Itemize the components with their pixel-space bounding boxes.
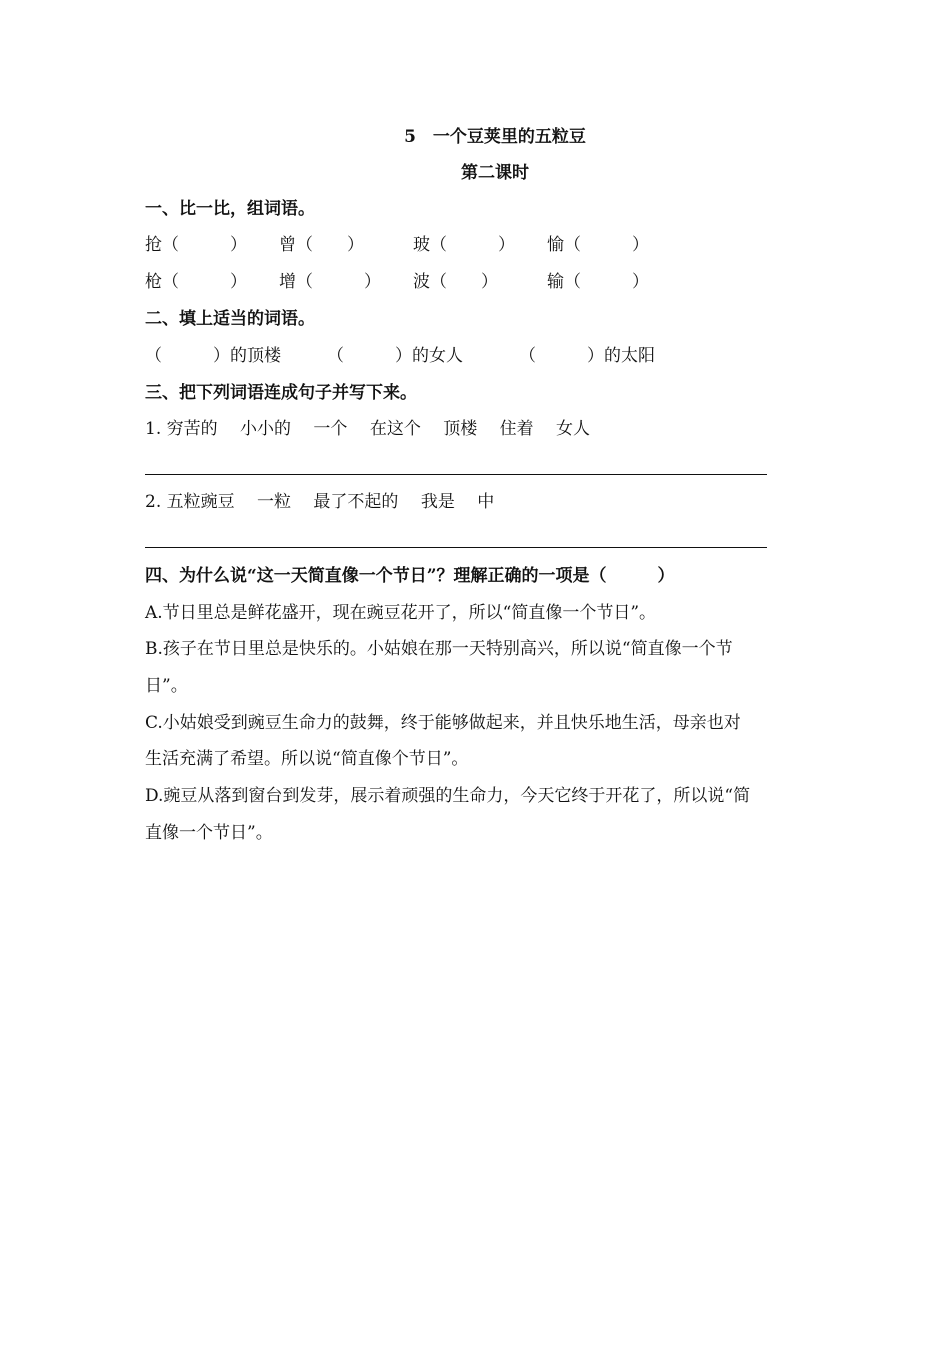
- fill-word-item: （ ）的太阳: [519, 346, 655, 366]
- option-d-line2: 直像一个节日”。: [145, 823, 273, 843]
- option-b-line1: B.孩子在节日里总是快乐的。小姑娘在那一天特别高兴，所以说“简直像一个节: [145, 639, 733, 659]
- section4-heading: 四、为什么说“这一天简直像一个节日”？理解正确的一项是（ ）: [145, 566, 675, 586]
- sentence-question-1: 1. 穷苦的 小小的 一个 在这个 顶楼 住着 女人: [145, 419, 591, 439]
- lesson-subtitle: 第二课时: [461, 163, 529, 183]
- fill-word-item: （ ）的女人: [327, 346, 463, 366]
- word-compare-item: 枪（ ）: [145, 272, 247, 292]
- option-d-line1: D.豌豆从落到窗台到发芽，展示着顽强的生命力，今天它终于开花了，所以说“简: [145, 786, 751, 806]
- option-c-line2: 生活充满了希望。所以说“简直像个节日”。: [145, 749, 469, 769]
- option-a: A.节日里总是鲜花盛开，现在豌豆花开了，所以“简直像一个节日”。: [145, 603, 657, 623]
- answer-line-1: [145, 474, 767, 475]
- word-compare-item: 输（ ）: [547, 272, 649, 292]
- section3-heading: 三、把下列词语连成句子并写下来。: [145, 383, 417, 403]
- section2-heading: 二、填上适当的词语。: [145, 309, 315, 329]
- word-compare-item: 波（ ）: [413, 272, 498, 292]
- sentence-question-2: 2. 五粒豌豆 一粒 最了不起的 我是 中: [145, 492, 495, 512]
- option-b-line2: 日”。: [145, 676, 188, 696]
- option-c-line1: C.小姑娘受到豌豆生命力的鼓舞，终于能够做起来，并且快乐地生活，母亲也对: [145, 713, 741, 733]
- word-compare-item: 增（ ）: [279, 272, 381, 292]
- answer-line-2: [145, 547, 767, 548]
- lesson-title: 5 一个豆荚里的五粒豆: [404, 127, 586, 147]
- word-compare-item: 抢（ ）: [145, 235, 247, 255]
- section1-heading: 一、比一比，组词语。: [145, 199, 315, 219]
- fill-word-item: （ ）的顶楼: [145, 346, 281, 366]
- word-compare-item: 玻（ ）: [413, 235, 515, 255]
- word-compare-item: 曾（ ）: [279, 235, 364, 255]
- word-compare-item: 愉（ ）: [547, 235, 649, 255]
